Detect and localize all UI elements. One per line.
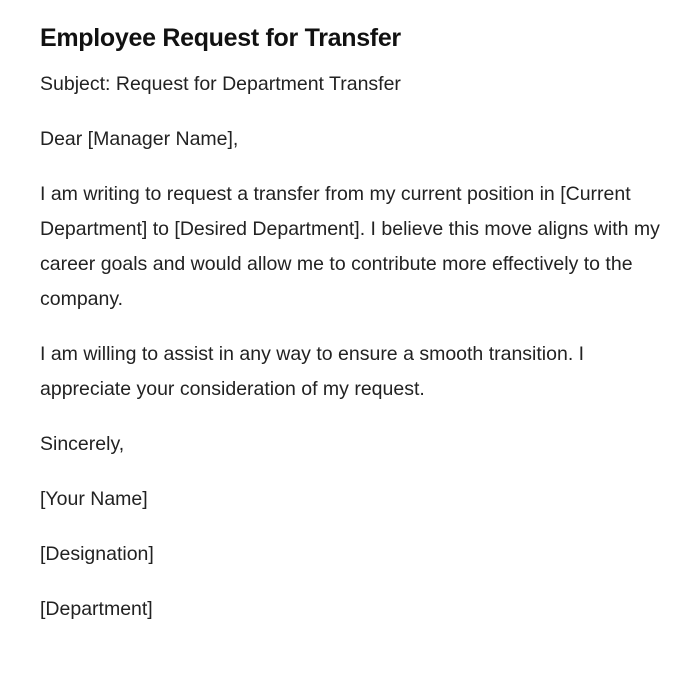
signature-department: [Department]	[40, 598, 153, 620]
letter-closing: Sincerely,	[40, 433, 125, 455]
letter-body-paragraph-2: I am willing to assist in any way to ensure a smooth transition. I appreciate your consideration of my request.	[40, 343, 585, 400]
letter-title: Employee Request for Transfer	[40, 24, 401, 52]
signature-designation: [Designation]	[40, 543, 154, 565]
signature-name: [Your Name]	[40, 488, 148, 510]
letter-subject: Subject: Request for Department Transfer	[40, 73, 401, 95]
letter-salutation: Dear [Manager Name],	[40, 128, 239, 150]
letter-body-paragraph-1: I am writing to request a transfer from my current position in [Current Department] to [Desired Department]. I believe this move aligns with my career goals and would allow me to contribute more effectively to the company.	[40, 183, 660, 310]
